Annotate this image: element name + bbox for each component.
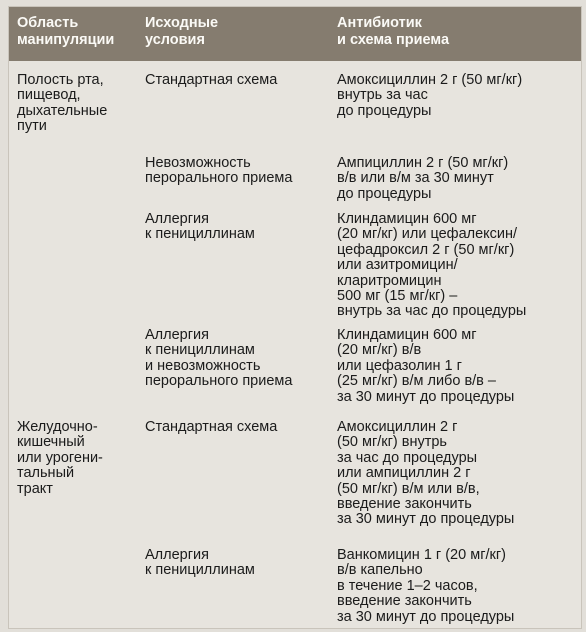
header-conditions-line: Исходные [145,15,219,31]
header-antibiotic [337,15,581,61]
area-cell [9,548,145,628]
regimen-cell-line: в/в или в/м за 30 минут [337,170,494,187]
area-cell-line: пищевод, [17,87,81,104]
regimen-cell-line: введение закончить [337,593,472,610]
condition-cell-line: к пенициллинам [145,342,255,359]
regimen-cell-line: Клиндамицин 600 мг [337,327,477,343]
regimen-cell [337,328,581,420]
condition-cell [145,212,337,328]
condition-cell-line: Стандартная схема [145,72,278,88]
area-cell-line: пути [17,118,47,135]
area-cell-line: Желудочно- [17,419,98,435]
table-row [9,73,581,156]
regimen-cell-line: (25 мг/кг) в/м либо в/в – [337,373,496,390]
table-row [9,548,581,628]
condition-cell [145,73,337,156]
regimen-cell-line: внутрь за час [337,87,428,104]
table-header [9,7,581,61]
table-row [9,328,581,420]
area-cell [9,212,145,328]
table-body [9,61,581,628]
regimen-cell [337,212,581,328]
condition-cell-line: Аллергия [145,211,209,227]
condition-cell-line: перорального приема [145,170,293,187]
regimen-cell-line: 500 мг (15 мг/кг) – [337,288,458,305]
regimen-cell-line: до процедуры [337,102,432,119]
regimen-cell-line: введение закончить [337,496,472,513]
regimen-cell-line: Ванкомицин 1 г (20 мг/кг) [337,547,506,563]
condition-cell-line: перорального приема [145,373,293,390]
area-cell-line: дыхательные [17,102,108,119]
condition-cell [145,420,337,548]
condition-cell-line: и невозможность [145,357,261,374]
regimen-cell-line: (20 мг/кг) в/в [337,342,422,359]
regimen-cell-line: за 30 минут до процедуры [337,511,515,528]
area-cell [9,156,145,212]
condition-cell-line: Невозможность [145,155,251,171]
condition-cell-line: к пенициллинам [145,562,255,579]
area-cell [9,73,145,156]
regimen-cell [337,420,581,548]
header-conditions-line: условия [145,32,205,48]
condition-cell [145,328,337,420]
area-cell-line: кишечный [17,434,85,451]
regimen-cell-line: в течение 1–2 часов, [337,577,478,594]
regimen-cell-line: Клиндамицин 600 мг [337,211,477,227]
table-row [9,156,581,212]
table-row [9,420,581,548]
regimen-cell-line: или цефазолин 1 г [337,357,462,374]
condition-cell-line: Аллергия [145,327,209,343]
regimen-cell-line: за 30 минут до процедуры [337,608,515,625]
header-area-line: манипуляции [17,32,115,48]
area-cell [9,420,145,548]
regimen-cell-line: Амоксициллин 2 г [337,419,458,435]
condition-cell-line: Аллергия [145,547,209,563]
table-row [9,212,581,328]
header-area [9,15,145,61]
header-antibiotic-line: и схема приема [337,32,450,48]
header-conditions [145,15,337,61]
condition-cell [145,156,337,212]
regimen-cell-line: в/в капельно [337,562,423,579]
regimen-cell-line: цефадроксил 2 г (50 мг/кг) [337,241,515,258]
regimen-cell [337,73,581,156]
regimen-cell-line: внутрь за час до процедуры [337,303,527,320]
area-cell-line: тальный [17,465,75,482]
regimen-cell-line: или ампициллин 2 г [337,465,471,482]
area-cell-line: тракт [17,480,53,497]
regimen-cell-line: (50 мг/кг) в/м или в/в, [337,480,480,497]
regimen-cell-line: (50 мг/кг) внутрь [337,434,447,451]
regimen-cell [337,548,581,628]
condition-cell-line: Стандартная схема [145,419,278,435]
regimen-cell-line: Амоксициллин 2 г (50 мг/кг) [337,72,523,88]
condition-cell [145,548,337,628]
condition-cell-line: к пенициллинам [145,226,255,243]
area-cell [9,328,145,420]
antibiotic-prophylaxis-table [8,6,582,629]
regimen-cell-line: Ампициллин 2 г (50 мг/кг) [337,155,509,171]
header-area-line: Область [17,15,79,31]
regimen-cell-line: до процедуры [337,185,432,202]
regimen-cell [337,156,581,212]
regimen-cell-line: кларитромицин [337,272,442,289]
regimen-cell-line: за час до процедуры [337,449,478,466]
area-cell-line: Полость рта, [17,72,104,88]
regimen-cell-line: за 30 минут до процедуры [337,388,515,405]
area-cell-line: или урогени- [17,449,103,466]
regimen-cell-line: (20 мг/кг) или цефалексин/ [337,226,518,243]
regimen-cell-line: или азитромицин/ [337,257,458,274]
header-antibiotic-line: Антибиотик [337,15,422,31]
